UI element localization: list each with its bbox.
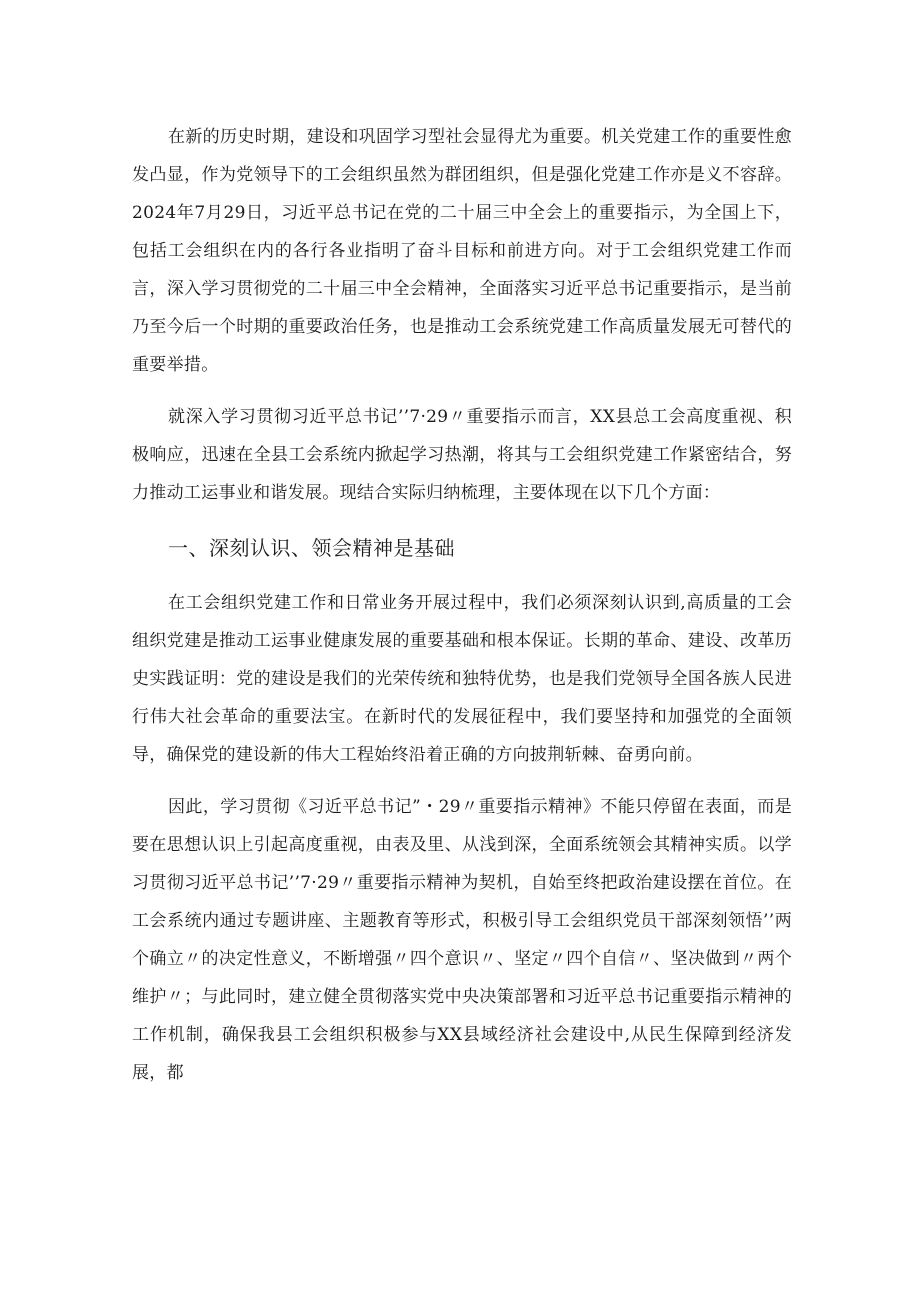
section-heading: 一、深刻认识、领会精神是基础 xyxy=(168,536,455,560)
paragraph-gap xyxy=(132,384,792,398)
paragraph-intro: 在新的历史时期，建设和巩固学习型社会显得尤为重要。机关党建工作的重要性愈发凸显，作为党领导下的工会组织虽然为群团组织，但是强化党建工作亦是义不容辞。2024年7月29日，习近平总书记在党的二十届三中全会上的重要指示，为全国上下，包括工会组织在内的各行各业指明了奋斗目标和前进方向。对于工会组织党建工作而言，深入学习贯彻党的二十届三中全会精神，全面落实习近平总书记重要指示，是当前乃至今后一个时期的重要政治任务，也是推动工会系统党建工作高质量发展无可替代的重要举措。 xyxy=(132,127,792,375)
document-body xyxy=(132,118,792,1092)
paragraph-gap xyxy=(132,512,792,526)
paragraph-gap xyxy=(132,570,792,584)
paragraph-section-2: 因此，学习贯彻《习近平总书记”・29〃重要指示精神》不能只停留在表面，而是要在思想认识上引起高度重视，由表及里、从浅到深，全面系统领会其精神实质。以学习贯彻习近平总书记’’7·29〃重要指示精神为契机，自始至终把政治建设摆在首位。在工会系统内通过专题讲座、主题教育等形式，积极引导工会组织党员干部深刻领悟’’两个确立〃的决定性意义，不断增强〃四个意识〃、坚定〃四个自信〃、坚决做到〃两个维护〃；与此同时，建立健全贯彻落实党中央决策部署和习近平总书记重要指示精神的工作机制，确保我县工会组织积极参与XX县域经济社会建设中,从民生保障到经济发展，都 xyxy=(132,797,792,1083)
paragraph-gap xyxy=(132,774,792,788)
paragraph-section-1: 在工会组织党建工作和日常业务开展过程中，我们必须深刻认识到,高质量的工会组织党建是推动工运事业健康发展的重要基础和根本保证。长期的革命、建设、改革历史实践证明：党的建设是我们的光荣传统和独特优势，也是我们党领导全国各族人民进行伟大社会革命的重要法宝。在新时代的发展征程中，我们要坚持和加强党的全面领导，确保党的建设新的伟大工程始终沿着正确的方向披荆斩棘、奋勇向前。 xyxy=(132,593,792,765)
paragraph-overview: 就深入学习贯彻习近平总书记’’7·29〃重要指示而言，XX县总工会高度重视、积极响应，迅速在全县工会系统内掀起学习热潮，将其与工会组织党建工作紧密结合，努力推动工运事业和谐发展。现结合实际归纳梳理，主要体现在以下几个方面： xyxy=(132,407,792,503)
